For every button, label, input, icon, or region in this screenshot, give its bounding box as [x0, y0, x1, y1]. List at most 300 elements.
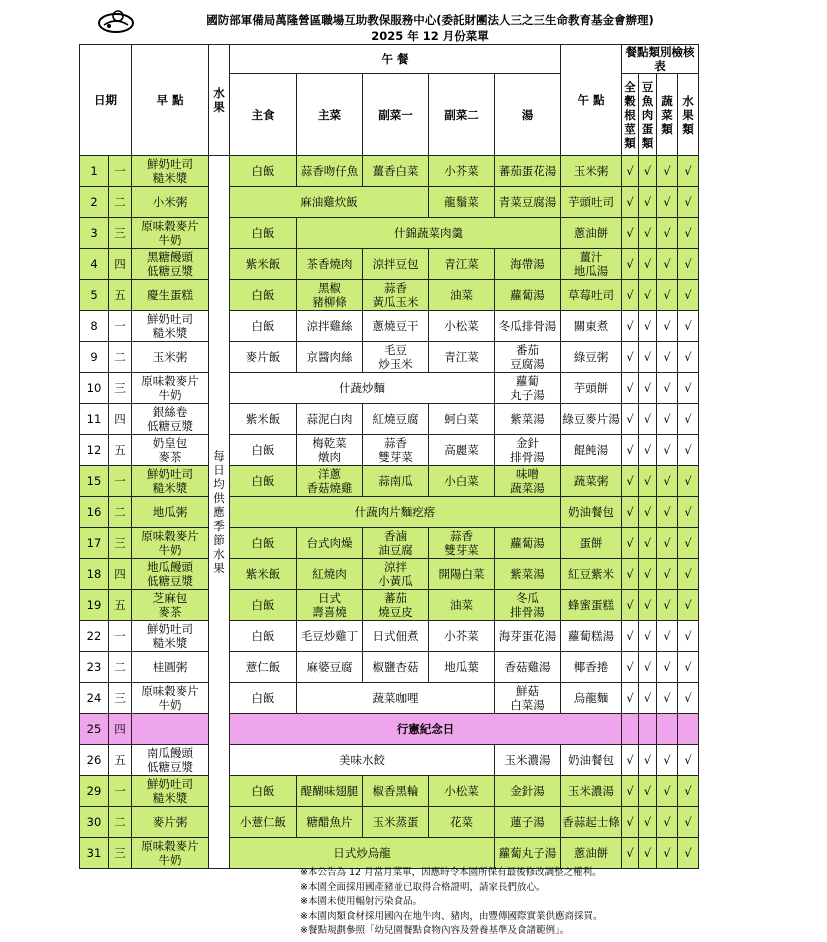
menu-row: [80, 621, 699, 652]
check-cell: √: [678, 776, 699, 807]
check-cell: √: [657, 807, 678, 838]
snack-cell: 椰香捲: [561, 652, 622, 683]
check-cell: √: [657, 311, 678, 342]
breakfast-cell: 慶生蛋糕: [132, 280, 209, 311]
menu-table: [79, 44, 699, 869]
merged-meal-cell: 什蔬炒麵: [230, 373, 495, 404]
side2-cell: 青江菜: [429, 342, 495, 373]
note-line: ※本公告為 12 月當月菜單，因應時令本園所保有最後修改調整之權利。: [300, 867, 602, 878]
date-cell: 30: [80, 807, 109, 838]
side2-cell: 小白菜: [429, 466, 495, 497]
check-cell: √: [657, 187, 678, 218]
check-cell: √: [657, 435, 678, 466]
weekday-cell: 五: [109, 745, 132, 776]
check-cell: √: [657, 497, 678, 528]
main-cell: 日式 壽喜燒: [297, 590, 363, 621]
side1-cell: 蔥燒豆干: [363, 311, 429, 342]
check-cell: √: [639, 342, 657, 373]
staple-cell: 白飯: [230, 776, 297, 807]
weekday-cell: 二: [109, 807, 132, 838]
side2-cell: 花菜: [429, 807, 495, 838]
weekday-cell: 二: [109, 342, 132, 373]
menu-row: [80, 652, 699, 683]
staple-cell: 白飯: [230, 280, 297, 311]
breakfast-cell: 地瓜饅頭 低糖豆漿: [132, 559, 209, 590]
weekday-cell: 四: [109, 559, 132, 590]
snack-header: 午 點: [561, 45, 622, 156]
main-header: 主菜: [297, 74, 363, 156]
breakfast-cell: 桂圓粥: [132, 652, 209, 683]
soup-cell: 蘿蔔湯: [495, 528, 561, 559]
snack-cell: 芋頭餅: [561, 373, 622, 404]
breakfast-cell: 鮮奶吐司 糙米漿: [132, 311, 209, 342]
note-line: ※本園未使用輻射污染食品。: [300, 896, 422, 907]
side1-cell: 香滷 油豆腐: [363, 528, 429, 559]
snack-cell: 綠豆麥片湯: [561, 404, 622, 435]
check-cell: [678, 714, 699, 745]
staple-cell: 白飯: [230, 528, 297, 559]
breakfast-cell: 黑糖饅頭 低糖豆漿: [132, 249, 209, 280]
menu-row: [80, 187, 699, 218]
staple-cell: 薏仁飯: [230, 652, 297, 683]
side2-cell: 高麗菜: [429, 435, 495, 466]
menu-row: [80, 714, 699, 745]
side1-cell: 椒香黑輪: [363, 776, 429, 807]
check-header: 餐點類別檢核表: [622, 45, 699, 74]
merged-meal-cell: 日式炒烏龍: [230, 838, 495, 869]
date-cell: 11: [80, 404, 109, 435]
check-cell: √: [678, 745, 699, 776]
check-cell: √: [639, 776, 657, 807]
check-cell: √: [639, 807, 657, 838]
check-cell: [622, 714, 639, 745]
check-cell: √: [657, 528, 678, 559]
check-cell: √: [678, 218, 699, 249]
merged-meal-cell: 麻油雞炊飯: [230, 187, 429, 218]
check-cell: √: [639, 435, 657, 466]
staple-cell: 麥片飯: [230, 342, 297, 373]
main-cell: 梅乾菜 燉肉: [297, 435, 363, 466]
check-cell: √: [639, 528, 657, 559]
check-cell: √: [639, 249, 657, 280]
snack-cell: 薑汁 地瓜湯: [561, 249, 622, 280]
snack-cell: 關東煮: [561, 311, 622, 342]
check-cell: √: [622, 776, 639, 807]
date-cell: 25: [80, 714, 109, 745]
menu-row: [80, 590, 699, 621]
breakfast-cell: 銀絲卷 低糖豆漿: [132, 404, 209, 435]
breakfast-cell: [132, 714, 209, 745]
check-cell: √: [657, 776, 678, 807]
check-cell: √: [678, 590, 699, 621]
side2-cell: 小芥菜: [429, 156, 495, 187]
weekday-cell: 五: [109, 435, 132, 466]
date-cell: 23: [80, 652, 109, 683]
check-col-grains: 全 穀 根 莖 類: [622, 74, 639, 156]
check-cell: √: [678, 435, 699, 466]
main-cell: 糖醋魚片: [297, 807, 363, 838]
check-cell: √: [657, 342, 678, 373]
date-cell: 22: [80, 621, 109, 652]
check-cell: √: [678, 621, 699, 652]
check-cell: √: [639, 683, 657, 714]
merged-meal-cell: 什錦蔬菜肉羹: [297, 218, 561, 249]
check-cell: √: [678, 249, 699, 280]
side2-cell: 油菜: [429, 590, 495, 621]
date-cell: 24: [80, 683, 109, 714]
date-cell: 19: [80, 590, 109, 621]
check-cell: √: [622, 497, 639, 528]
breakfast-cell: 奶皇包 麥茶: [132, 435, 209, 466]
soup-cell: 香菇雞湯: [495, 652, 561, 683]
lunch-header: 午 餐: [230, 45, 561, 74]
menu-month-title: 2025 年 12 月份菜單: [371, 29, 489, 43]
check-cell: √: [657, 218, 678, 249]
check-cell: √: [678, 652, 699, 683]
date-cell: 12: [80, 435, 109, 466]
weekday-cell: 三: [109, 683, 132, 714]
soup-cell: 海芽蛋花湯: [495, 621, 561, 652]
check-cell: √: [622, 838, 639, 869]
breakfast-cell: 鮮奶吐司 糙米漿: [132, 156, 209, 187]
check-col-protein: 豆 魚 肉 蛋 類: [639, 74, 657, 156]
check-cell: √: [657, 373, 678, 404]
weekday-cell: 三: [109, 528, 132, 559]
side2-cell: 小松菜: [429, 311, 495, 342]
breakfast-cell: 麥片粥: [132, 807, 209, 838]
fruit-header: 水 果: [209, 45, 230, 156]
note-line: ※本園肉類食材採用國內在地牛肉、豬肉，由豐傳國際實業供應商採買。: [300, 910, 603, 922]
main-cell: 麻婆豆腐: [297, 652, 363, 683]
soup-cell: 金針湯: [495, 776, 561, 807]
staple-cell: 紫米飯: [230, 404, 297, 435]
staple-cell: 白飯: [230, 435, 297, 466]
breakfast-cell: 南瓜饅頭 低糖豆漿: [132, 745, 209, 776]
main-cell: 紅燒肉: [297, 559, 363, 590]
check-cell: [657, 714, 678, 745]
check-cell: √: [639, 373, 657, 404]
check-cell: √: [639, 838, 657, 869]
check-cell: √: [622, 621, 639, 652]
soup-cell: 紫菜湯: [495, 559, 561, 590]
check-cell: √: [622, 683, 639, 714]
main-cell: 蒜泥白肉: [297, 404, 363, 435]
check-cell: √: [678, 311, 699, 342]
snack-cell: 蔥油餅: [561, 838, 622, 869]
check-cell: √: [657, 249, 678, 280]
soup-cell: 紫菜湯: [495, 404, 561, 435]
soup-cell: 蘿蔔丸子湯: [495, 838, 561, 869]
staple-header: 主食: [230, 74, 297, 156]
check-cell: √: [657, 156, 678, 187]
weekday-cell: 一: [109, 466, 132, 497]
check-cell: √: [639, 280, 657, 311]
menu-row: [80, 528, 699, 559]
soup-cell: 蘿蔔 丸子湯: [495, 373, 561, 404]
side1-header: 副菜一: [363, 74, 429, 156]
date-cell: 31: [80, 838, 109, 869]
note-line: ※本園全面採用國產豬並已取得合格證明，請家長們放心。: [300, 881, 546, 893]
snack-cell: 綠豆粥: [561, 342, 622, 373]
breakfast-cell: 原味穀麥片 牛奶: [132, 218, 209, 249]
side1-cell: 涼拌豆包: [363, 249, 429, 280]
check-cell: √: [639, 187, 657, 218]
snack-cell: 玉米粥: [561, 156, 622, 187]
weekday-cell: 五: [109, 280, 132, 311]
side2-cell: 蚵白菜: [429, 404, 495, 435]
staple-cell: 白飯: [230, 156, 297, 187]
check-cell: √: [622, 559, 639, 590]
soup-cell: 冬瓜 排骨湯: [495, 590, 561, 621]
weekday-cell: 四: [109, 249, 132, 280]
check-cell: [639, 714, 657, 745]
menu-row: [80, 373, 699, 404]
breakfast-cell: 鮮奶吐司 糙米漿: [132, 776, 209, 807]
menu-row: [80, 404, 699, 435]
main-cell: 毛豆炒雞丁: [297, 621, 363, 652]
merged-meal-cell: 美味水餃: [230, 745, 495, 776]
holiday-cell: 行憲紀念日: [230, 714, 622, 745]
check-cell: √: [678, 280, 699, 311]
snack-cell: 蜂蜜蛋糕: [561, 590, 622, 621]
menu-row: [80, 249, 699, 280]
check-cell: √: [678, 373, 699, 404]
menu-row: [80, 218, 699, 249]
breakfast-cell: 地瓜粥: [132, 497, 209, 528]
weekday-cell: 一: [109, 311, 132, 342]
staple-cell: 白飯: [230, 218, 297, 249]
weekday-cell: 三: [109, 373, 132, 404]
snack-cell: 蛋餅: [561, 528, 622, 559]
menu-row: [80, 838, 699, 869]
side1-cell: 玉米蒸蛋: [363, 807, 429, 838]
side2-cell: 開陽白菜: [429, 559, 495, 590]
check-cell: √: [622, 218, 639, 249]
merged-meal-cell: 蔬菜咖哩: [297, 683, 495, 714]
check-cell: √: [678, 187, 699, 218]
check-cell: √: [639, 652, 657, 683]
snack-cell: 草莓吐司: [561, 280, 622, 311]
check-cell: √: [622, 280, 639, 311]
breakfast-cell: 原味穀麥片 牛奶: [132, 373, 209, 404]
date-header: 日期: [80, 45, 132, 156]
side2-cell: 地瓜葉: [429, 652, 495, 683]
side1-cell: 涼拌 小黃瓜: [363, 559, 429, 590]
side1-cell: 蒜南瓜: [363, 466, 429, 497]
menu-row: [80, 156, 699, 187]
weekday-cell: 一: [109, 776, 132, 807]
side1-cell: 蒜香 黃瓜玉米: [363, 280, 429, 311]
date-cell: 2: [80, 187, 109, 218]
date-cell: 9: [80, 342, 109, 373]
date-cell: 10: [80, 373, 109, 404]
weekday-cell: 二: [109, 187, 132, 218]
soup-cell: 金針 排骨湯: [495, 435, 561, 466]
main-cell: 黑椒 豬柳條: [297, 280, 363, 311]
weekday-cell: 一: [109, 621, 132, 652]
side2-header: 副菜二: [429, 74, 495, 156]
check-cell: √: [678, 404, 699, 435]
weekday-cell: 三: [109, 218, 132, 249]
check-cell: √: [622, 311, 639, 342]
soup-cell: 鮮菇 白菜湯: [495, 683, 561, 714]
check-col-fruit: 水 果 類: [678, 74, 699, 156]
side1-cell: 日式佃煮: [363, 621, 429, 652]
check-cell: √: [657, 652, 678, 683]
breakfast-cell: 芝麻包 麥茶: [132, 590, 209, 621]
staple-cell: 白飯: [230, 466, 297, 497]
staple-cell: 白飯: [230, 683, 297, 714]
soup-cell: 青菜豆腐湯: [495, 187, 561, 218]
soup-cell: 蘿蔔湯: [495, 280, 561, 311]
menu-row: [80, 745, 699, 776]
weekday-cell: 二: [109, 497, 132, 528]
side1-cell: 椒鹽杏菇: [363, 652, 429, 683]
date-cell: 16: [80, 497, 109, 528]
side2-cell: 蒜香 雙芽菜: [429, 528, 495, 559]
snack-cell: 紅豆紫米: [561, 559, 622, 590]
date-cell: 17: [80, 528, 109, 559]
breakfast-header: 早 點: [132, 45, 209, 156]
merged-meal-cell: 什蔬肉片麵疙瘩: [230, 497, 561, 528]
check-cell: √: [639, 404, 657, 435]
menu-row: [80, 435, 699, 466]
breakfast-cell: 鮮奶吐司 糙米漿: [132, 466, 209, 497]
side1-cell: 蒜香 雙芽菜: [363, 435, 429, 466]
main-cell: 醍醐味翅腿: [297, 776, 363, 807]
check-cell: √: [639, 745, 657, 776]
check-cell: √: [678, 807, 699, 838]
side2-cell: 青江菜: [429, 249, 495, 280]
soup-header: 湯: [495, 74, 561, 156]
date-cell: 15: [80, 466, 109, 497]
check-cell: √: [657, 466, 678, 497]
menu-row: [80, 466, 699, 497]
date-cell: 1: [80, 156, 109, 187]
weekday-cell: 四: [109, 404, 132, 435]
menu-row: [80, 683, 699, 714]
check-cell: √: [622, 156, 639, 187]
check-cell: √: [678, 497, 699, 528]
check-cell: √: [622, 404, 639, 435]
breakfast-cell: 原味穀麥片 牛奶: [132, 528, 209, 559]
main-cell: 洋蔥 香菇燒雞: [297, 466, 363, 497]
side2-cell: 小松菜: [429, 776, 495, 807]
check-cell: √: [622, 590, 639, 621]
menu-row: [80, 776, 699, 807]
check-cell: √: [678, 838, 699, 869]
side2-cell: 小芥菜: [429, 621, 495, 652]
main-cell: 台式肉燥: [297, 528, 363, 559]
staple-cell: 小薏仁飯: [230, 807, 297, 838]
check-cell: √: [622, 435, 639, 466]
date-cell: 26: [80, 745, 109, 776]
menu-row: [80, 559, 699, 590]
date-cell: 5: [80, 280, 109, 311]
weekday-cell: 一: [109, 156, 132, 187]
check-cell: √: [639, 156, 657, 187]
check-cell: √: [639, 590, 657, 621]
main-cell: 京醬肉絲: [297, 342, 363, 373]
staple-cell: 白飯: [230, 621, 297, 652]
snack-cell: 蘿蔔糕湯: [561, 621, 622, 652]
center-logo: [98, 8, 134, 34]
date-cell: 3: [80, 218, 109, 249]
menu-row: [80, 311, 699, 342]
soup-cell: 蓮子湯: [495, 807, 561, 838]
breakfast-cell: 玉米粥: [132, 342, 209, 373]
breakfast-cell: 小米粥: [132, 187, 209, 218]
check-cell: √: [678, 342, 699, 373]
snack-cell: 玉米濃湯: [561, 776, 622, 807]
side1-cell: 蕃茄 燒豆皮: [363, 590, 429, 621]
snack-cell: 烏龍麵: [561, 683, 622, 714]
snack-cell: 奶油餐包: [561, 745, 622, 776]
snack-cell: 蔬菜粥: [561, 466, 622, 497]
check-cell: √: [639, 559, 657, 590]
check-cell: √: [678, 559, 699, 590]
note-line: ※餐點規劃參照「幼兒園餐點食物內容及營養基準及食譜範例」。: [300, 925, 570, 936]
side1-cell: 毛豆 炒玉米: [363, 342, 429, 373]
check-cell: √: [622, 373, 639, 404]
menu-row: [80, 807, 699, 838]
date-cell: 4: [80, 249, 109, 280]
weekday-cell: 三: [109, 838, 132, 869]
menu-row: [80, 497, 699, 528]
check-cell: √: [678, 683, 699, 714]
staple-cell: 白飯: [230, 311, 297, 342]
check-cell: √: [639, 621, 657, 652]
breakfast-cell: 原味穀麥片 牛奶: [132, 683, 209, 714]
weekday-cell: 五: [109, 590, 132, 621]
staple-cell: 紫米飯: [230, 559, 297, 590]
check-cell: √: [657, 590, 678, 621]
snack-cell: 芋頭吐司: [561, 187, 622, 218]
check-cell: √: [657, 280, 678, 311]
check-cell: √: [657, 559, 678, 590]
check-cell: √: [622, 652, 639, 683]
check-cell: √: [678, 156, 699, 187]
check-cell: √: [622, 745, 639, 776]
check-cell: √: [657, 745, 678, 776]
soup-cell: 海帶湯: [495, 249, 561, 280]
soup-cell: 蕃茄蛋花湯: [495, 156, 561, 187]
check-cell: √: [639, 497, 657, 528]
check-cell: √: [639, 466, 657, 497]
check-col-vegetable: 蔬 菜 類: [657, 74, 678, 156]
check-cell: √: [622, 466, 639, 497]
check-cell: √: [657, 683, 678, 714]
main-cell: 涼拌雞絲: [297, 311, 363, 342]
date-cell: 29: [80, 776, 109, 807]
menu-row: [80, 342, 699, 373]
check-cell: √: [622, 528, 639, 559]
weekday-cell: 四: [109, 714, 132, 745]
check-cell: √: [622, 807, 639, 838]
notes: [300, 866, 820, 939]
check-cell: √: [639, 218, 657, 249]
main-cell: 蒜香吻仔魚: [297, 156, 363, 187]
weekday-cell: 二: [109, 652, 132, 683]
check-cell: √: [622, 187, 639, 218]
soup-cell: 味噌 蔬菜湯: [495, 466, 561, 497]
date-cell: 18: [80, 559, 109, 590]
date-cell: 8: [80, 311, 109, 342]
soup-cell: 玉米濃湯: [495, 745, 561, 776]
side1-cell: 紅燒豆腐: [363, 404, 429, 435]
check-cell: √: [622, 249, 639, 280]
snack-cell: 餛飩湯: [561, 435, 622, 466]
